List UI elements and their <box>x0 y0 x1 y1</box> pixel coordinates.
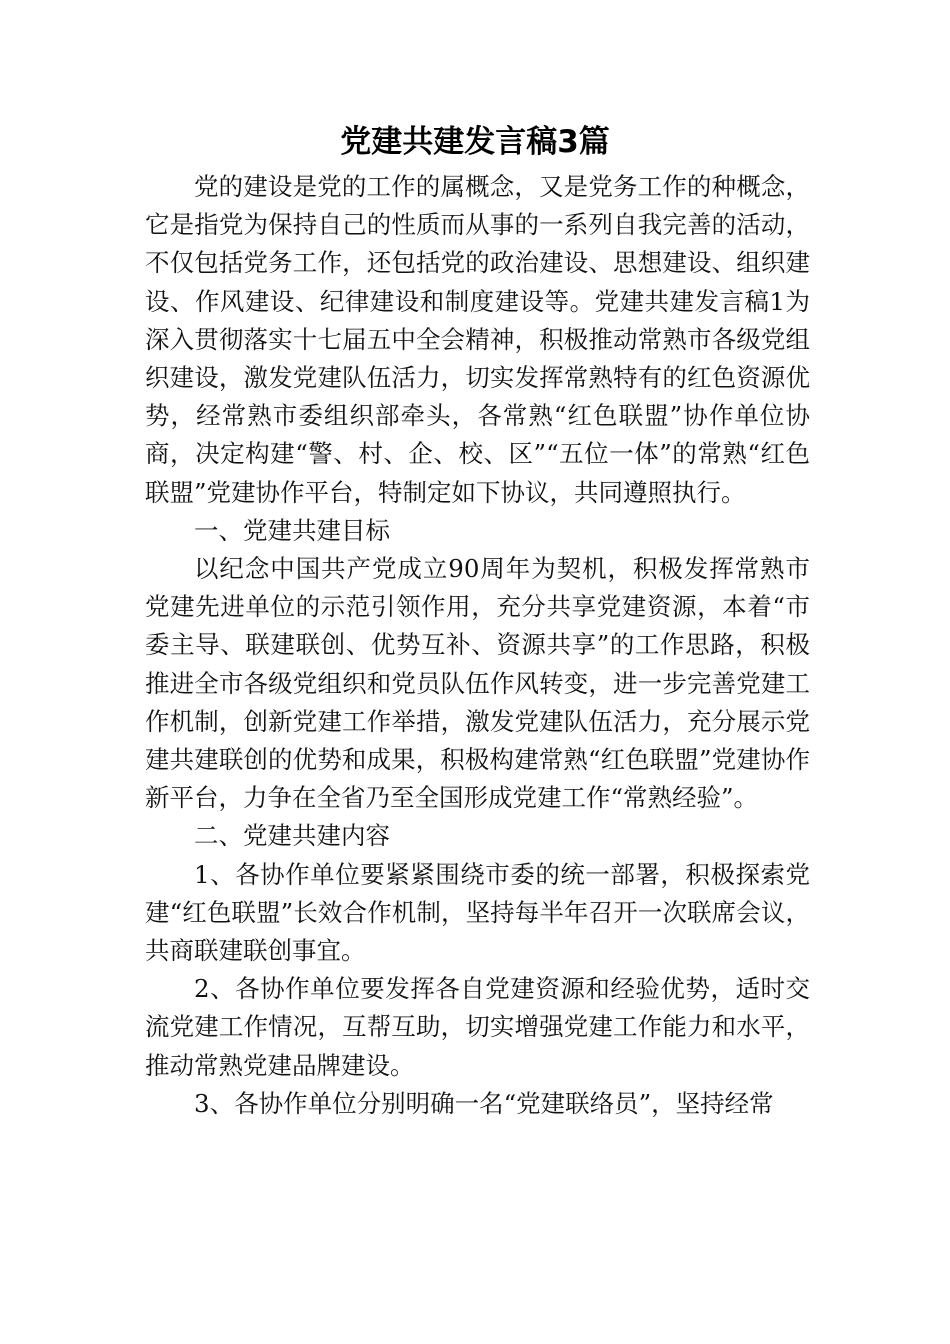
document-body <box>145 168 810 1123</box>
section-heading-goals: 一、党建共建目标 <box>194 515 390 545</box>
paragraph-item-3: 3、各协作单位分别明确一名“党建联络员”，坚持经常 <box>194 1088 774 1118</box>
paragraph-goals: 以纪念中国共产党成立90周年为契机，积极发挥常熟市党建先进单位的示范引领作用，充分共享党建资源，本着“市委主导、联建联创、优势互补、资源共享”的工作思路，积极推进全市各级党组织和党员队伍作风转变，进一步完善党建工作机制，创新党建工作举措，激发党建队伍活力，充分展示党建共建联创的优势和成果，积极构建常熟“红色联盟”党建协作新平台，力争在全省乃至全国形成党建工作“常熟经验”。 <box>145 554 810 813</box>
paragraph-item-1: 1、各协作单位要紧紧围绕市委的统一部署，积极探索党建“红色联盟”长效合作机制，坚持每半年召开一次联席会议，共商联建联创事宜。 <box>145 859 810 966</box>
section-heading-content: 二、党建共建内容 <box>194 821 390 851</box>
paragraph-item-2: 2、各协作单位要发挥各自党建资源和经验优势，适时交流党建工作情况，互帮互助，切实增强党建工作能力和水平，推动常熟党建品牌建设。 <box>145 974 810 1080</box>
paragraph-intro: 党的建设是党的工作的属概念，又是党务工作的种概念，它是指党为保持自己的性质而从事的一系列自我完善的活动，不仅包括党务工作，还包括党的政治建设、思想建设、组织建设、作风建设、纪律建设和制度建设等。党建共建发言稿1为深入贯彻落实十七届五中全会精神，积极推动常熟市各级党组织建设，激发党建队伍活力，切实发挥常熟特有的红色资源优势，经常熟市委组织部牵头，各常熟“红色联盟”协作单位协商，决定构建“警、村、企、校、区”“五位一体”的常熟“红色联盟”党建协作平台，特制定如下协议，共同遵照执行。 <box>145 172 810 507</box>
document-title: 党建共建发言稿3篇 <box>340 124 610 160</box>
